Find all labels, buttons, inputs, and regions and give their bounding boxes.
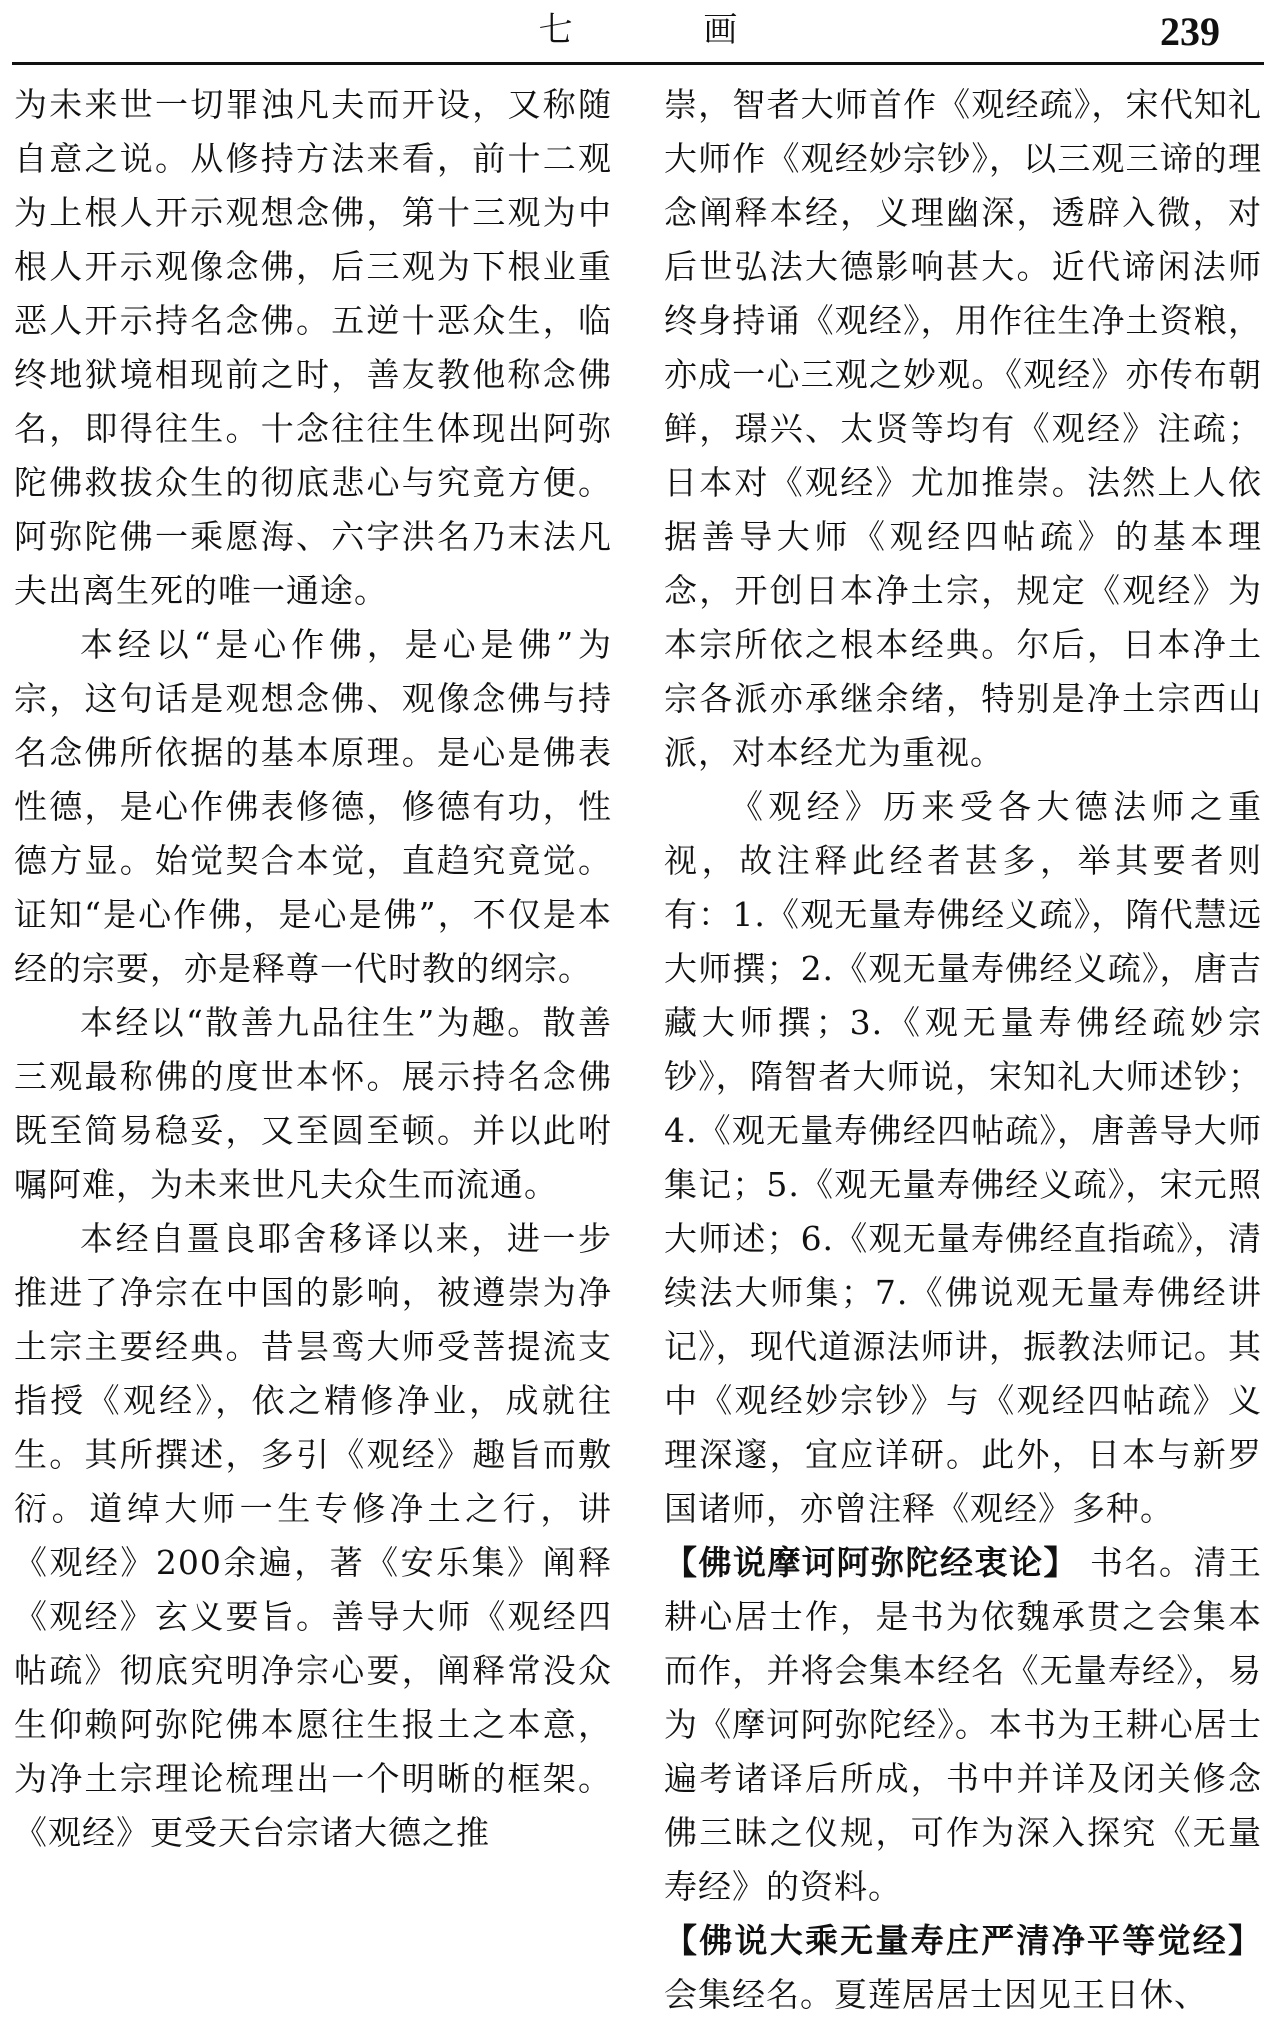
entry-text: 书名。清王耕心居士作，是书为依魏承贯之会集本而作，并将会集本经名《无量寿经》，易为《摩诃阿弥陀经》。本书为王耕心居士遍考诸译后所成，书中并详及闭关修念佛三昧之仪规，可作为深入探究《无量寿经》的资料。 xyxy=(664,1543,1262,1906)
entry-text: 会集经名。夏莲居居士因见王日休、 xyxy=(664,1975,1208,2014)
dictionary-entry xyxy=(664,1914,1262,2022)
page-number: 239 xyxy=(1160,9,1220,54)
running-title: 七 画 xyxy=(538,10,798,50)
paragraph: 为未来世一切罪浊凡夫而开设，又称随自意之说。从修持方法来看，前十二观为上根人开示观想念佛，第十三观为中根人开示观像念佛，后三观为下根业重恶人开示持名念佛。五逆十恶众生，临终地狱境相现前之时，善友教他称念佛名，即得往生。十念往往生体现出阿弥陀佛救拔众生的彻底悲心与究竟方便。阿弥陀佛一乘愿海、六字洪名乃末法凡夫出离生死的唯一通途。 xyxy=(14,85,612,610)
dictionary-entry xyxy=(664,1536,1262,1914)
left-column xyxy=(14,78,612,1860)
paragraph: 本经自畺良耶舍移译以来，进一步推进了净宗在中国的影响，被遵崇为净土宗主要经典。昔昙鸾大师受菩提流支指授《观经》，依之精修净业，成就往生。其所撰述，多引《观经》趣旨而敷衍。道绰大师一生专修净土之行，讲《观经》200余遍，著《安乐集》阐释《观经》玄义要旨。善导大师《观经四帖疏》彻底究明净宗心要，阐释常没众生仰赖阿弥陀佛本愿往生报土之本意，为净土宗理论梳理出一个明晰的框架。《观经》更受天台宗诸大德之推 xyxy=(14,1219,612,1852)
right-column xyxy=(664,78,1262,2022)
paragraph: 崇，智者大师首作《观经疏》，宋代知礼大师作《观经妙宗钞》，以三观三谛的理念阐释本经，义理幽深，透辟入微，对后世弘法大德影响甚大。近代谛闲法师终身持诵《观经》，用作往生净土资粮，亦成一心三观之妙观。《观经》亦传布朝鲜，璟兴、太贤等均有《观经》注疏；日本对《观经》尤加推崇。法然上人依据善导大师《观经四帖疏》的基本理念，开创日本净土宗，规定《观经》为本宗所依之根本经典。尔后，日本净土宗各派亦承继余绪，特别是净土宗西山派，对本经尤为重视。 xyxy=(664,85,1262,772)
paragraph: 本经以“是心作佛，是心是佛”为宗，这句话是观想念佛、观像念佛与持名念佛所依据的基本原理。是心是佛表性德，是心作佛表修德，修德有功，性德方显。始觉契合本觉，直趋究竟觉。证知“是心作佛，是心是佛”，不仅是本经的宗要，亦是释尊一代时教的纲宗。 xyxy=(14,625,612,988)
paragraph: 本经以“散善九品往生”为趣。散善三观最称佛的度世本怀。展示持名念佛既至简易稳妥，又至圆至顿。并以此咐嘱阿难，为未来世凡夫众生而流通。 xyxy=(14,1003,612,1204)
header-rule xyxy=(12,62,1264,65)
entry-heading: 【佛说大乘无量寿庄严清净平等觉经】 xyxy=(664,1921,1262,1960)
entry-heading: 【佛说摩诃阿弥陀经衷论】 xyxy=(664,1543,1078,1582)
page-header xyxy=(0,0,1276,74)
paragraph: 《观经》历来受各大德法师之重视，故注释此经者甚多，举其要者则有：1.《观无量寿佛经义疏》，隋代慧远大师撰；2.《观无量寿佛经义疏》，唐吉藏大师撰；3.《观无量寿佛经疏妙宗钞》，隋智者大师说，宋知礼大师述钞；4.《观无量寿佛经四帖疏》，唐善导大师集记；5.《观无量寿佛经义疏》，宋元照大师述；6.《观无量寿佛经直指疏》，清续法大师集；7.《佛说观无量寿佛经讲记》，现代道源法师讲，振教法师记。其中《观经妙宗钞》与《观经四帖疏》义理深邃，宜应详研。此外，日本与新罗国诸师，亦曾注释《观经》多种。 xyxy=(664,787,1262,1528)
